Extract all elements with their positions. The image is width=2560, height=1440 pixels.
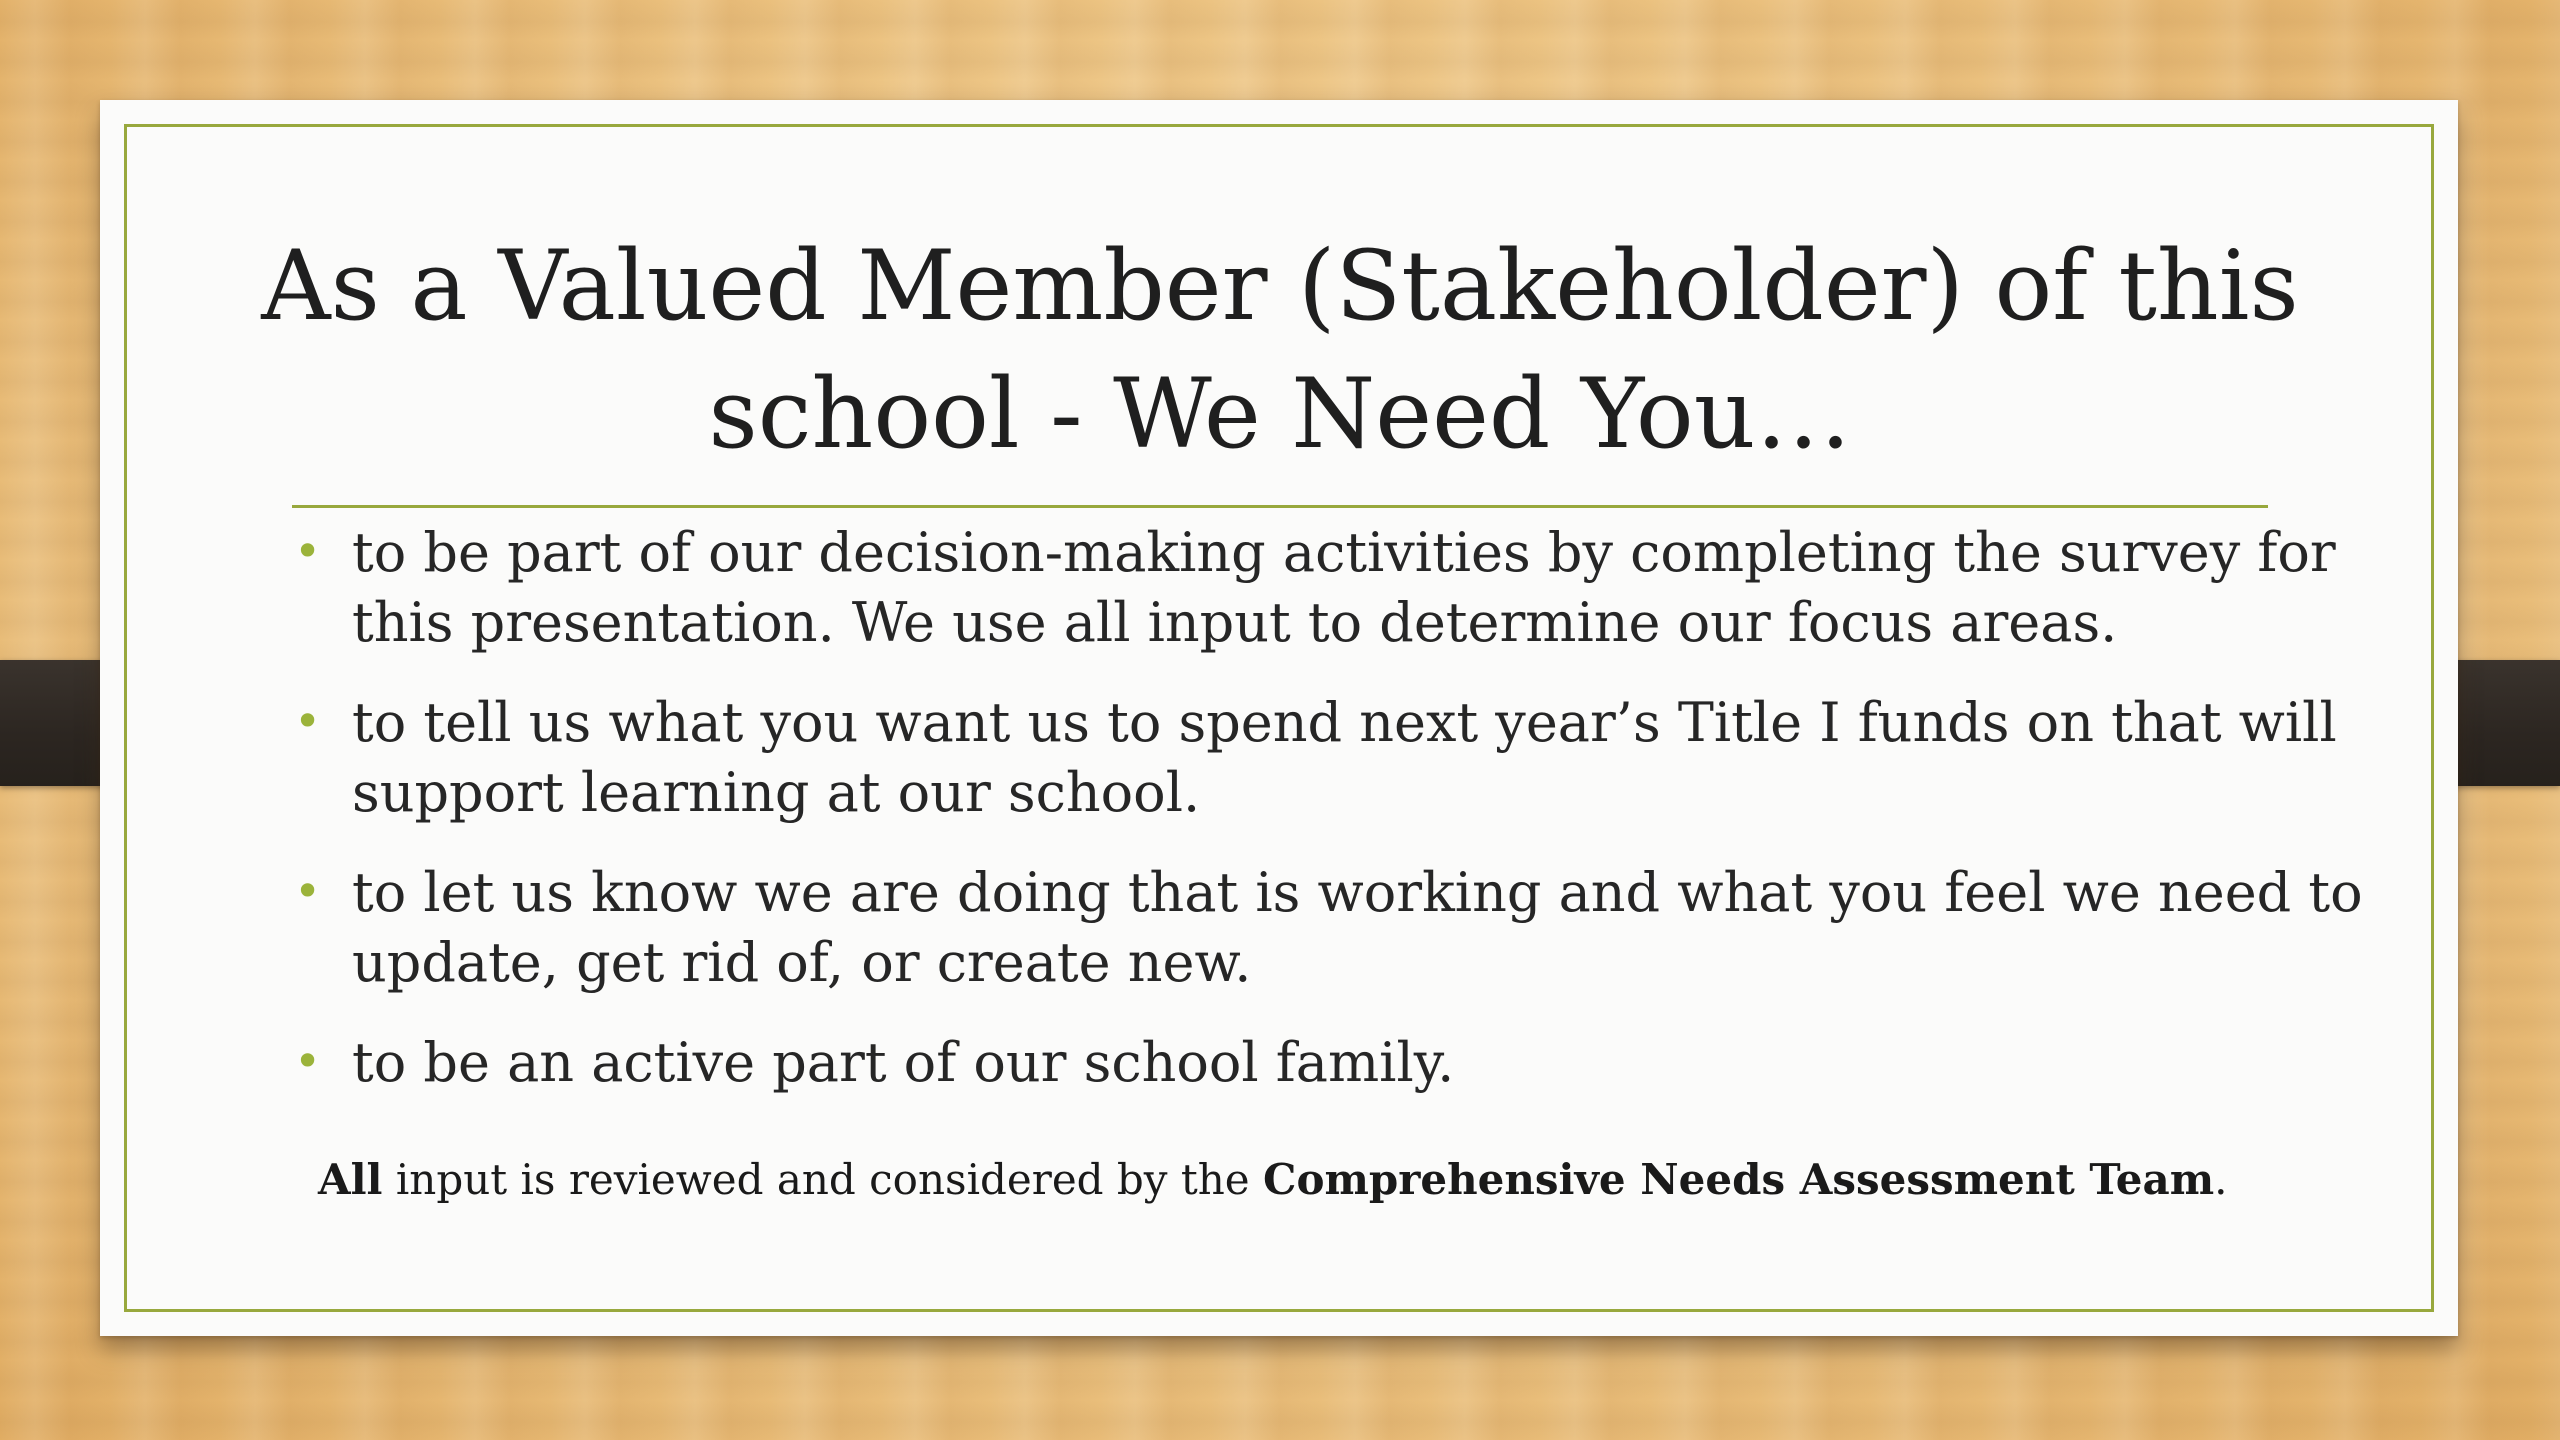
bullet-icon: • — [294, 864, 322, 918]
bullet-item — [292, 858, 2372, 998]
slide-card — [100, 100, 2458, 1336]
slide-title: As a Valued Member (Stakeholder) of this school - We Need You… — [261, 230, 2299, 470]
bullet-item — [292, 688, 2372, 828]
bullet-icon: • — [294, 524, 322, 578]
bullet-icon: • — [294, 694, 322, 748]
footer-lead-bold: All — [318, 1155, 383, 1204]
bullet-icon: • — [294, 1034, 322, 1088]
footer-team-bold: Comprehensive Needs Assessment Team — [1263, 1155, 2215, 1204]
bullet-list — [292, 518, 2372, 1128]
bullet-text: to be an active part of our school family. — [352, 1031, 1455, 1094]
bullet-item — [292, 1028, 2372, 1098]
bullet-item — [292, 518, 2372, 658]
bullet-text: to let us know we are doing that is working and what you feel we need to update, get rid of, or create new. — [352, 861, 2363, 994]
footer-end: . — [2214, 1155, 2228, 1204]
title-divider — [292, 505, 2268, 508]
footer-note — [318, 1150, 2318, 1210]
footer-middle: input is reviewed and considered by the — [382, 1155, 1264, 1204]
bullet-text: to tell us what you want us to spend next year’s Title I funds on that will support learning at our school. — [352, 691, 2337, 824]
bullet-text: to be part of our decision-making activities by completing the survey for this presentation. We use all input to determine our focus areas. — [352, 521, 2336, 654]
